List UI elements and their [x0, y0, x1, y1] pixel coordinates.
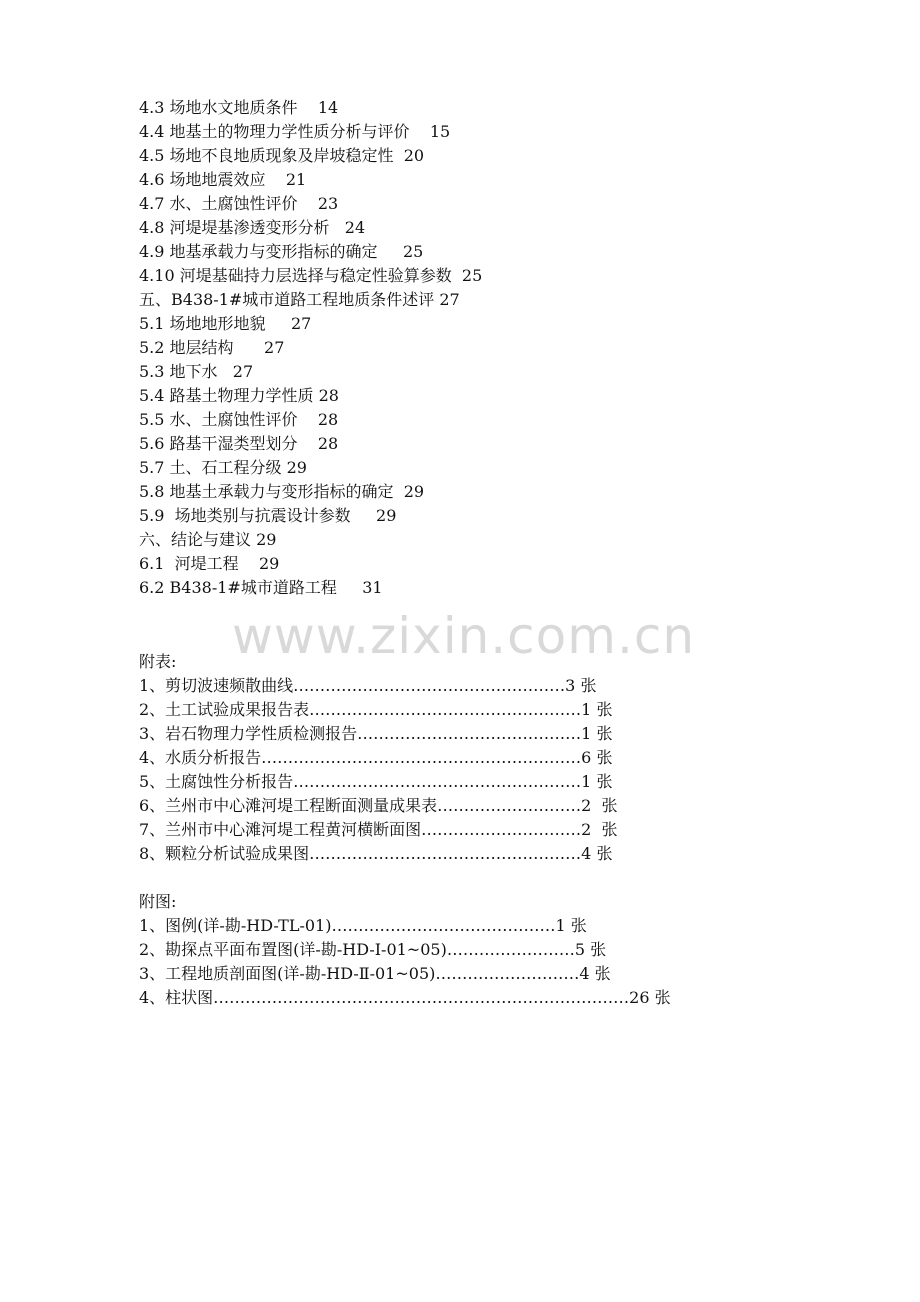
toc-entry: 6.1 河堤工程 29 [139, 554, 280, 573]
appendix-table-item: 8、颗粒分析试验成果图……………………………………………4 张 [139, 844, 613, 863]
appendix-table-item: 2、土工试验成果报告表……………………………………………1 张 [139, 700, 613, 719]
toc-entry: 5.7 土、石工程分级 29 [139, 458, 307, 477]
toc-entry: 4.5 场地不良地质现象及岸坡稳定性 20 [139, 146, 425, 165]
appendix-figures-heading: 附图: [139, 892, 177, 911]
toc-entry: 5.9 场地类别与抗震设计参数 29 [139, 506, 397, 525]
toc-entry: 5.4 路基土物理力学性质 28 [139, 386, 339, 405]
watermark: www.zixin.com.cn [232, 607, 696, 665]
appendix-table-item: 5、土腐蚀性分析报告………………………………………………1 张 [139, 772, 613, 791]
appendix-table-item: 6、兰州市中心滩河堤工程断面测量成果表………………………2 张 [139, 796, 618, 815]
appendix-figure-item: 2、勘探点平面布置图(详-勘-HD-Ⅰ-01~05)……………………5 张 [139, 940, 607, 959]
toc-entry: 4.10 河堤基础持力层选择与稳定性验算参数 25 [139, 266, 483, 285]
toc-entry: 4.6 场地地震效应 21 [139, 170, 307, 189]
toc-entry: 5.6 路基干湿类型划分 28 [139, 434, 339, 453]
toc-entry: 4.9 地基承载力与变形指标的确定 25 [139, 242, 424, 261]
toc-entry: 4.8 河堤堤基渗透变形分析 24 [139, 218, 366, 237]
toc-entry: 六、结论与建议 29 [139, 530, 277, 549]
toc-entry: 5.2 地层结构 27 [139, 338, 285, 357]
appendix-figure-item: 1、图例(详-勘-HD-TL-01)……………………………………1 张 [139, 916, 587, 935]
toc-entry: 5.8 地基土承载力与变形指标的确定 29 [139, 482, 425, 501]
appendix-figure-item: 4、柱状图……………………………………………………………………26 张 [139, 988, 671, 1007]
appendix-table-item: 3、岩石物理力学性质检测报告……………………………………1 张 [139, 724, 613, 743]
toc-entry: 5.5 水、土腐蚀性评价 28 [139, 410, 339, 429]
appendix-table-item: 4、水质分析报告……………………………………………………6 张 [139, 748, 613, 767]
toc-entry: 5.3 地下水 27 [139, 362, 254, 381]
appendix-table-item: 1、剪切波速频散曲线……………………………………………3 张 [139, 676, 597, 695]
appendix-figure-item: 3、工程地质剖面图(详-勘-HD-Ⅱ-01~05)………………………4 张 [139, 964, 611, 983]
toc-entry: 五、B438-1#城市道路工程地质条件述评 27 [139, 290, 460, 309]
toc-entry: 4.4 地基土的物理力学性质分析与评价 15 [139, 122, 451, 141]
toc-entry: 4.7 水、土腐蚀性评价 23 [139, 194, 339, 213]
toc-entry: 6.2 B438-1#城市道路工程 31 [139, 578, 383, 597]
toc-entry: 4.3 场地水文地质条件 14 [139, 98, 339, 117]
toc-entry: 5.1 场地地形地貌 27 [139, 314, 312, 333]
appendix-table-item: 7、兰州市中心滩河堤工程黄河横断面图…………………………2 张 [139, 820, 618, 839]
appendix-tables-heading: 附表: [139, 652, 177, 671]
